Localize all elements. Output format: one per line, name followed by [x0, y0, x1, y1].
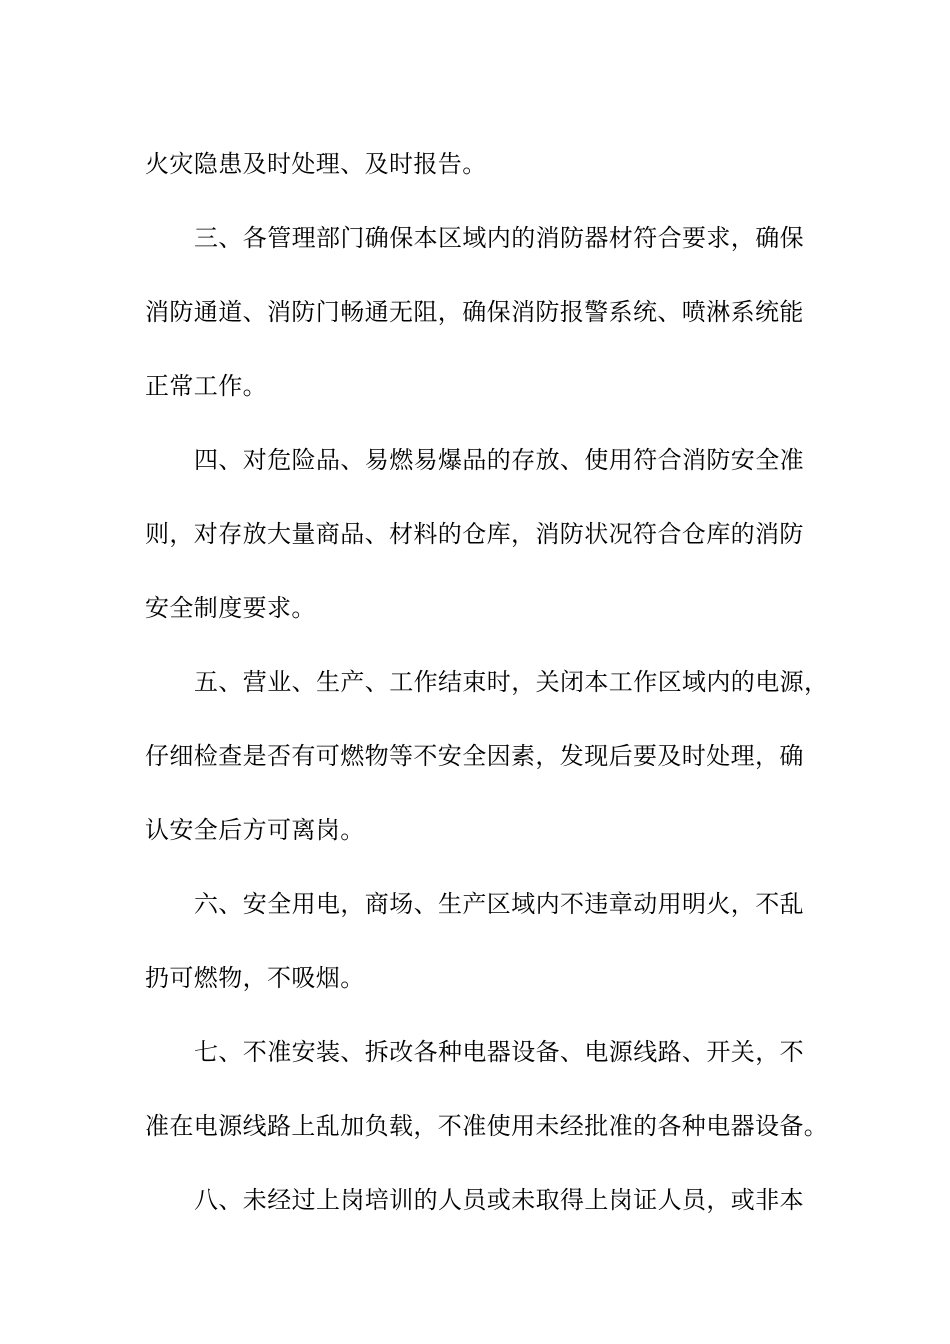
text-line-7: 安全制度要求。 — [145, 594, 316, 622]
text-line-11: 六、安全用电，商场、生产区域内不违章动用明火，不乱 — [194, 890, 804, 918]
text-line-10: 认安全后方可离岗。 — [145, 816, 365, 844]
text-line-15: 八、未经过上岗培训的人员或未取得上岗证人员，或非本 — [194, 1186, 804, 1214]
text-line-9: 仔细检查是否有可燃物等不安全因素，发现后要及时处理，确 — [145, 742, 804, 770]
document-body — [145, 127, 829, 1237]
text-line-1: 火灾隐患及时处理、及时报告。 — [145, 150, 487, 178]
text-line-8: 五、营业、生产、工作结束时，关闭本工作区域内的电源， — [194, 668, 829, 696]
text-line-4: 正常工作。 — [145, 372, 267, 400]
text-line-2: 三、各管理部门确保本区域内的消防器材符合要求，确保 — [194, 224, 804, 252]
text-line-14: 准在电源线路上乱加负载，不准使用未经批准的各种电器设备。 — [145, 1112, 829, 1140]
text-line-3: 消防通道、消防门畅通无阻，确保消防报警系统、喷淋系统能 — [145, 298, 804, 326]
text-line-6: 则，对存放大量商品、材料的仓库，消防状况符合仓库的消防 — [145, 520, 804, 548]
text-line-13: 七、不准安装、拆改各种电器设备、电源线路、开关，不 — [194, 1038, 804, 1066]
text-line-5: 四、对危险品、易燃易爆品的存放、使用符合消防安全准 — [194, 446, 804, 474]
text-line-12: 扔可燃物，不吸烟。 — [145, 964, 365, 992]
